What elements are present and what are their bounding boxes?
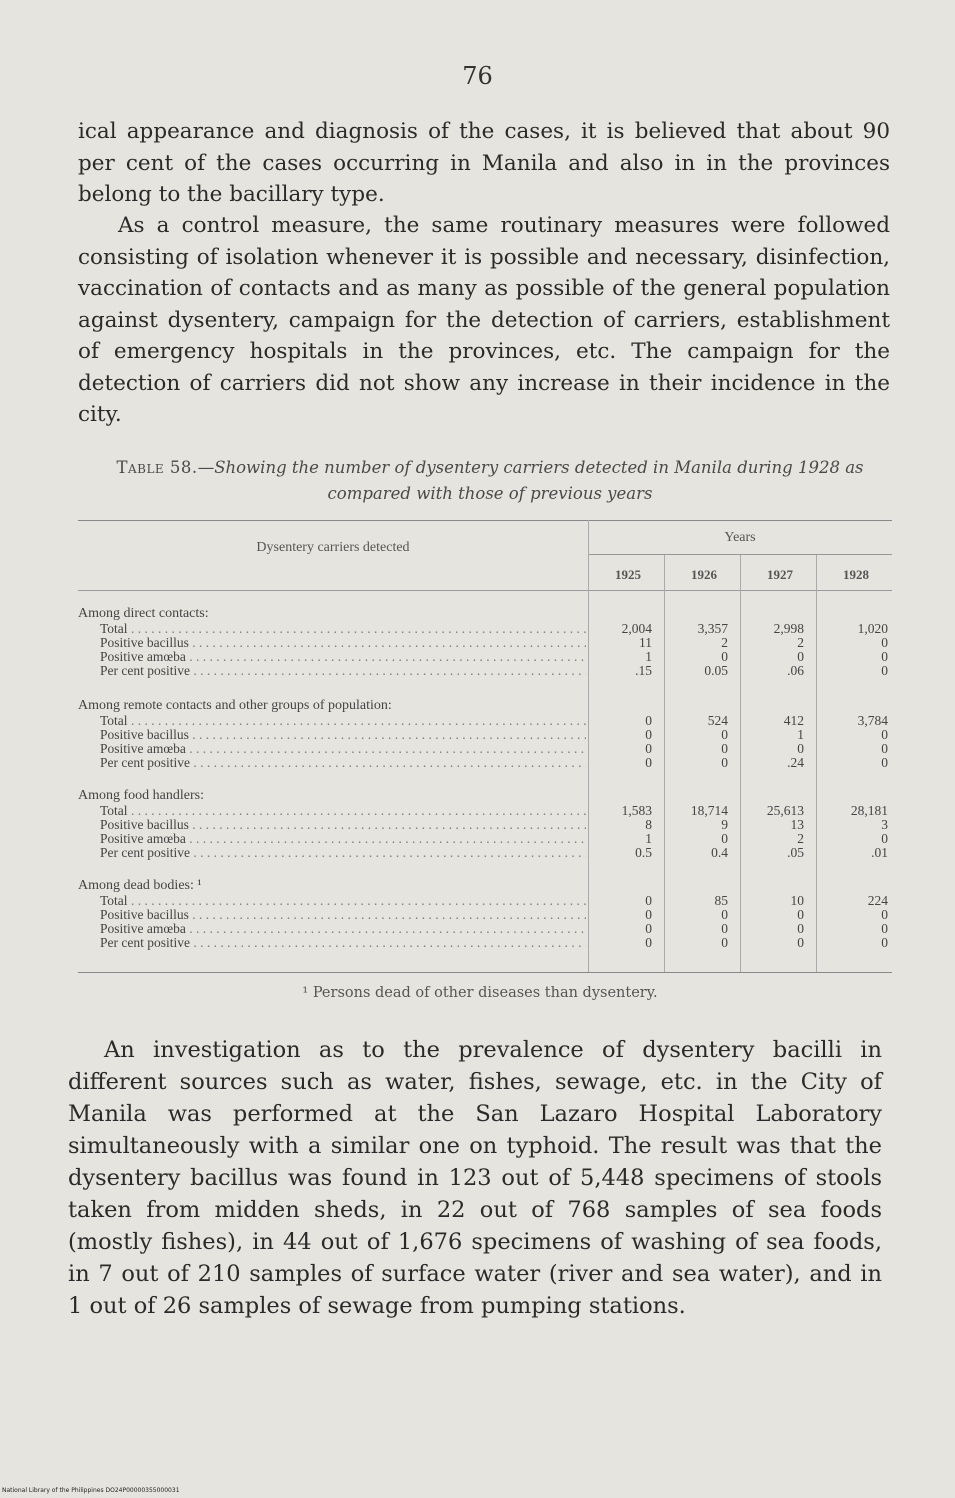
table-cell: 0.05 bbox=[704, 663, 728, 678]
table-cell: 8 bbox=[645, 817, 652, 832]
table-cell: 28,181 bbox=[850, 803, 888, 818]
group-label: Among food handlers: bbox=[78, 788, 204, 803]
row-label: Total . . . bbox=[100, 804, 586, 818]
table-cell: 3,784 bbox=[857, 713, 888, 728]
row-label: Total . . . bbox=[100, 894, 586, 908]
table-cell: 0 bbox=[645, 755, 652, 770]
table-cell: 1 bbox=[645, 831, 652, 846]
row-label: Per cent positive . . . bbox=[100, 936, 586, 950]
paragraph-2: As a control measure, the same routinary measures were followed consisting of isolation whenever it is possible and necessary, disinfection, vaccination of contacts and as many as possible of the general population against dysentery, campaign for the detection of carriers, establishment of emergency hospitals in the provinces, etc. The campaign for the detection of carriers did not show any increase in their incidence in the city. bbox=[78, 213, 890, 427]
table-cell: 0 bbox=[721, 921, 728, 936]
table-footnote: ¹ Persons dead of other diseases than dysentery. bbox=[302, 985, 658, 1001]
group-label: Among direct contacts: bbox=[78, 606, 209, 621]
table-cell: 0 bbox=[645, 727, 652, 742]
table-cell: 0 bbox=[797, 907, 804, 922]
table-row bbox=[78, 664, 892, 678]
table-cell: 18,714 bbox=[690, 803, 728, 818]
page-number: 76 bbox=[462, 62, 493, 90]
row-label: Positive bacillus . . . bbox=[100, 636, 586, 650]
table-cell: 0 bbox=[881, 935, 888, 950]
table-row bbox=[78, 936, 892, 950]
table-cell: 2 bbox=[797, 635, 804, 650]
table-cell: 2,004 bbox=[621, 621, 652, 636]
row-label: Positive bacillus . . . bbox=[100, 818, 586, 832]
table-cell: 224 bbox=[867, 893, 888, 908]
table-row bbox=[78, 922, 892, 936]
row-label: Positive bacillus . . . bbox=[100, 908, 586, 922]
table-row bbox=[78, 894, 892, 908]
table-cell: 3,357 bbox=[697, 621, 728, 636]
table-row bbox=[78, 832, 892, 846]
table-cell: 0.4 bbox=[711, 845, 728, 860]
row-label: Total . . . bbox=[100, 714, 586, 728]
table-cell: 0.5 bbox=[635, 845, 652, 860]
table-cell: 0 bbox=[721, 935, 728, 950]
table-bottom-rule bbox=[78, 972, 892, 973]
table-cell: 1 bbox=[645, 649, 652, 664]
row-label: Positive bacillus . . . bbox=[100, 728, 586, 742]
group-label: Among dead bodies: ¹ bbox=[78, 878, 202, 893]
year-header: 1925 bbox=[615, 567, 641, 582]
table-header-main: Dysentery carriers detected bbox=[256, 540, 410, 555]
table-cell: 0 bbox=[881, 831, 888, 846]
row-label: Positive amœba . . . bbox=[100, 922, 586, 936]
row-label: Positive amœba . . . bbox=[100, 832, 586, 846]
table-cell: 0 bbox=[797, 649, 804, 664]
table-cell: 0 bbox=[881, 663, 888, 678]
table-cell: 1 bbox=[797, 727, 804, 742]
table-cell: 11 bbox=[639, 635, 652, 650]
table-cell: 9 bbox=[721, 817, 728, 832]
table-cell: 0 bbox=[881, 727, 888, 742]
paragraph-1: ical appearance and diagnosis of the cases, it is believed that about 90 per cent of the cases occurring in Manila and also in in the provinces belong to the bacillary type. bbox=[78, 119, 890, 207]
table-cell: 0 bbox=[797, 935, 804, 950]
table-cell: 0 bbox=[645, 921, 652, 936]
table-cell: 3 bbox=[881, 817, 888, 832]
year-header: 1928 bbox=[843, 567, 869, 582]
table-cell: 0 bbox=[645, 741, 652, 756]
row-label: Per cent positive . . . bbox=[100, 846, 586, 860]
table-cell: 13 bbox=[790, 817, 804, 832]
table-cell: 0 bbox=[721, 831, 728, 846]
table-row bbox=[78, 846, 892, 860]
table-cell: 2 bbox=[721, 635, 728, 650]
table-row bbox=[78, 714, 892, 728]
paragraph-3: An investigation as to the prevalence of dysentery bacilli in different sources such as water, fishes, sewage, etc. in the City of Manila was performed at the San Lazaro Hospital Laboratory simultaneously with a similar one on typhoid. The result was that the dysentery bacillus was found in 123 out of 5,448 specimens of stools taken from midden sheds, in 22 out of 768 samples of sea foods (mostly fishes), in 44 out of 1,676 specimens of washing of sea foods, in 7 out of 210 samples of surface water (river and sea water), and in 1 out of 26 samples of sewage from pumping stations. bbox=[68, 1037, 882, 1319]
table-cell: 0 bbox=[721, 755, 728, 770]
table-cell: 0 bbox=[881, 741, 888, 756]
table-cell: 1,020 bbox=[857, 621, 888, 636]
table-cell: .01 bbox=[871, 845, 888, 860]
table-cell: 2,998 bbox=[773, 621, 804, 636]
year-header: 1926 bbox=[691, 567, 717, 582]
table-cell: 0 bbox=[881, 649, 888, 664]
table-cell: 0 bbox=[721, 907, 728, 922]
table-cell: 0 bbox=[797, 921, 804, 936]
group-label: Among remote contacts and other groups of population: bbox=[78, 698, 392, 713]
table-row bbox=[78, 818, 892, 832]
table-cell: 0 bbox=[645, 893, 652, 908]
archive-watermark: National Library of the Philippines DO24P00000355000031 bbox=[2, 1487, 180, 1494]
table-row bbox=[78, 650, 892, 664]
table-cell: 0 bbox=[645, 907, 652, 922]
table-caption-text: —Showing the number of dysentery carriers detected in Manila during 1928 as compared with those of previous years bbox=[197, 458, 864, 503]
table-row bbox=[78, 804, 892, 818]
table-cell: 1,583 bbox=[621, 803, 652, 818]
table-cell: 0 bbox=[721, 649, 728, 664]
row-label: Per cent positive . . . bbox=[100, 664, 586, 678]
table-row bbox=[78, 742, 892, 756]
table-row bbox=[78, 756, 892, 770]
table-cell: 25,613 bbox=[766, 803, 804, 818]
table-cell: 0 bbox=[797, 741, 804, 756]
table-cell: .24 bbox=[787, 755, 804, 770]
row-label: Positive amœba . . . bbox=[100, 650, 586, 664]
table-cell: 2 bbox=[797, 831, 804, 846]
table-caption bbox=[80, 455, 900, 507]
header-bottom-rule bbox=[78, 590, 892, 591]
table-cell: .15 bbox=[635, 663, 652, 678]
table-row bbox=[78, 908, 892, 922]
table-cell: 85 bbox=[714, 893, 728, 908]
table-cell: 412 bbox=[783, 713, 804, 728]
table-row bbox=[78, 622, 892, 636]
table-cell: 524 bbox=[707, 713, 728, 728]
table-cell: 10 bbox=[790, 893, 804, 908]
dysentery-carriers-table bbox=[78, 520, 892, 975]
row-label: Total . . . bbox=[100, 622, 586, 636]
table-cell: 0 bbox=[721, 741, 728, 756]
table-caption-label: Table 58. bbox=[116, 458, 198, 477]
table-cell: 0 bbox=[645, 713, 652, 728]
table-top-rule bbox=[78, 520, 892, 521]
table-cell: 0 bbox=[645, 935, 652, 950]
table-row bbox=[78, 728, 892, 742]
table-header-years: Years bbox=[724, 530, 756, 545]
table-cell: .05 bbox=[787, 845, 804, 860]
row-label: Positive amœba . . . bbox=[100, 742, 586, 756]
table-cell: 0 bbox=[881, 755, 888, 770]
table-cell: 0 bbox=[881, 907, 888, 922]
row-label: Per cent positive . . . bbox=[100, 756, 586, 770]
table-cell: 0 bbox=[881, 635, 888, 650]
table-cell: 0 bbox=[881, 921, 888, 936]
table-row bbox=[78, 636, 892, 650]
table-cell: 0 bbox=[721, 727, 728, 742]
table-cell: .06 bbox=[787, 663, 804, 678]
year-header: 1927 bbox=[767, 567, 793, 582]
